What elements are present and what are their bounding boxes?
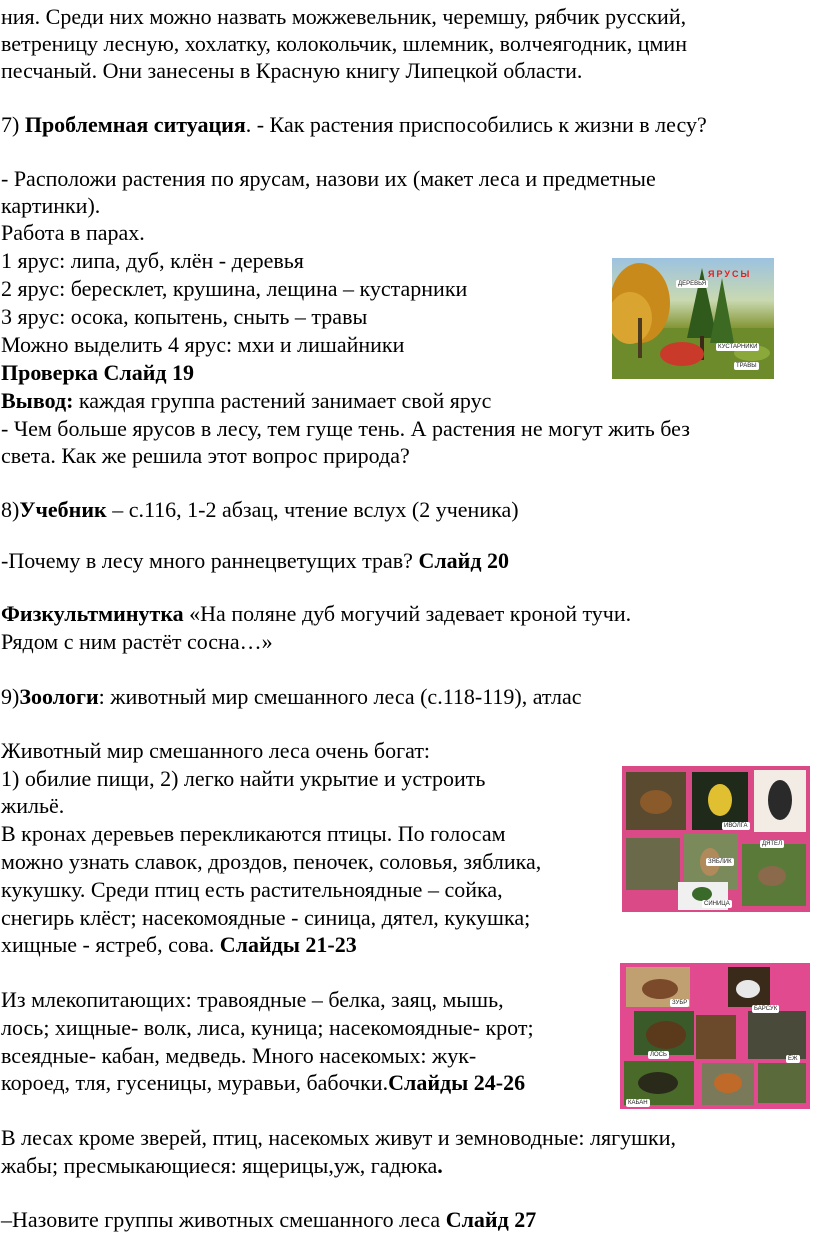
forest-tiers-image [612, 258, 774, 379]
forest-birds-image [622, 766, 810, 912]
question-line: -Почему в лесу много раннецветущих трав? Слайд 20 [1, 548, 509, 573]
task-line: - Расположи растения по ярусам, назови их (макет леса и предметные [1, 166, 656, 191]
paragraph-line: ветреницу лесную, хохлатку, колокольчик, шлемник, волчеягодник, цмин [1, 31, 687, 56]
task-line: картинки). [1, 193, 101, 218]
mammal-label: БАРСУК [754, 1006, 778, 1012]
paragraph-line: кукушку. Среди птиц есть растительноядные – сойка, [1, 877, 503, 902]
forest-label: ДЕРЕВЬЯ [678, 281, 707, 287]
physical-break-line: Рядом с ним растёт сосна…» [1, 629, 273, 654]
mammals-collage-icon [620, 963, 810, 1109]
forest-label: КУСТАРНИКИ [718, 344, 758, 350]
pair-work: Работа в парах. [1, 220, 145, 245]
check-slide: Проверка Слайд 19 [1, 360, 195, 385]
tier-line: Можно выделить 4 ярус: мхи и лишайники [1, 332, 405, 357]
forest-title: ЯРУСЫ [708, 269, 752, 279]
mammal-label: ЛОСЬ [650, 1052, 667, 1058]
conclusion: Вывод: каждая группа растений занимает свой ярус [1, 388, 492, 413]
forest-mammals-image [620, 963, 810, 1109]
section-7-heading: 7) Проблемная ситуация. - Как растения приспособились к жизни в лесу? [1, 112, 707, 137]
section-8-heading: 8)Учебник – с.116, 1-2 абзац, чтение вслух (2 ученика) [1, 497, 519, 522]
paragraph-line: можно узнать славок, дроздов, пеночек, соловья, зяблика, [1, 849, 542, 874]
paragraph-line: короед, тля, гусеницы, муравьи, бабочки.Слайды 24-26 [1, 1070, 526, 1095]
final-question: –Назовите группы животных смешанного леса Слайд 27 [1, 1207, 537, 1232]
question-line: - Чем больше ярусов в лесу, тем гуще тень. А растения не могут жить без [1, 416, 690, 441]
paragraph-line: снегирь клёст; насекомоядные - синица, дятел, кукушка; [1, 905, 531, 930]
paragraph-line: ния. Среди них можно назвать можжевельник, черемшу, рябчик русский, [1, 4, 687, 29]
birds-collage-icon [622, 766, 810, 912]
bird-label: СИНИЦА [704, 901, 730, 907]
paragraph-line: В кронах деревьев перекликаются птицы. По голосам [1, 821, 506, 846]
bird-label: ЗЯБЛИК [708, 859, 732, 865]
mammal-label: КАБАН [628, 1100, 648, 1106]
paragraph-line: всеядные- кабан, медведь. Много насекомых: жук- [1, 1043, 477, 1068]
section-9-heading: 9)Зоологи: животный мир смешанного леса (с.118-119), атлас [1, 684, 582, 709]
paragraph-line: лось; хищные- волк, лиса, куница; насекомоядные- крот; [1, 1015, 534, 1040]
tier-line: 1 ярус: липа, дуб, клён - деревья [1, 248, 304, 273]
mammal-label: ЁЖ [788, 1056, 798, 1062]
paragraph-line: 1) обилие пищи, 2) легко найти укрытие и устроить [1, 766, 486, 791]
bird-label: ДЯТЕЛ [762, 841, 783, 847]
physical-break: Физкультминутка «На поляне дуб могучий задевает кроной тучи. [1, 601, 632, 626]
question-line: света. Как же решила этот вопрос природа? [1, 443, 410, 468]
mammal-label: ЗУБР [672, 1000, 688, 1006]
paragraph-line: песчаный. Они занесены в Красную книгу Липецкой области. [1, 58, 583, 83]
forest-label: ТРАВЫ [736, 363, 757, 369]
paragraph-line: жильё. [1, 793, 65, 818]
paragraph-line: жабы; пресмыкающиеся: ящерицы,уж, гадюка. [1, 1153, 443, 1178]
paragraph-line: Из млекопитающих: травоядные – белка, заяц, мышь, [1, 987, 504, 1012]
paragraph-line: Животный мир смешанного леса очень богат: [1, 738, 431, 763]
tier-line: 2 ярус: бересклет, крушина, лещина – кустарники [1, 276, 468, 301]
bird-label: ИВОЛГА [724, 823, 748, 829]
tier-line: 3 ярус: осока, копытень, сныть – травы [1, 304, 368, 329]
paragraph-line: В лесах кроме зверей, птиц, насекомых живут и земноводные: лягушки, [1, 1125, 676, 1150]
paragraph-line: хищные - ястреб, сова. Слайды 21-23 [1, 932, 357, 957]
